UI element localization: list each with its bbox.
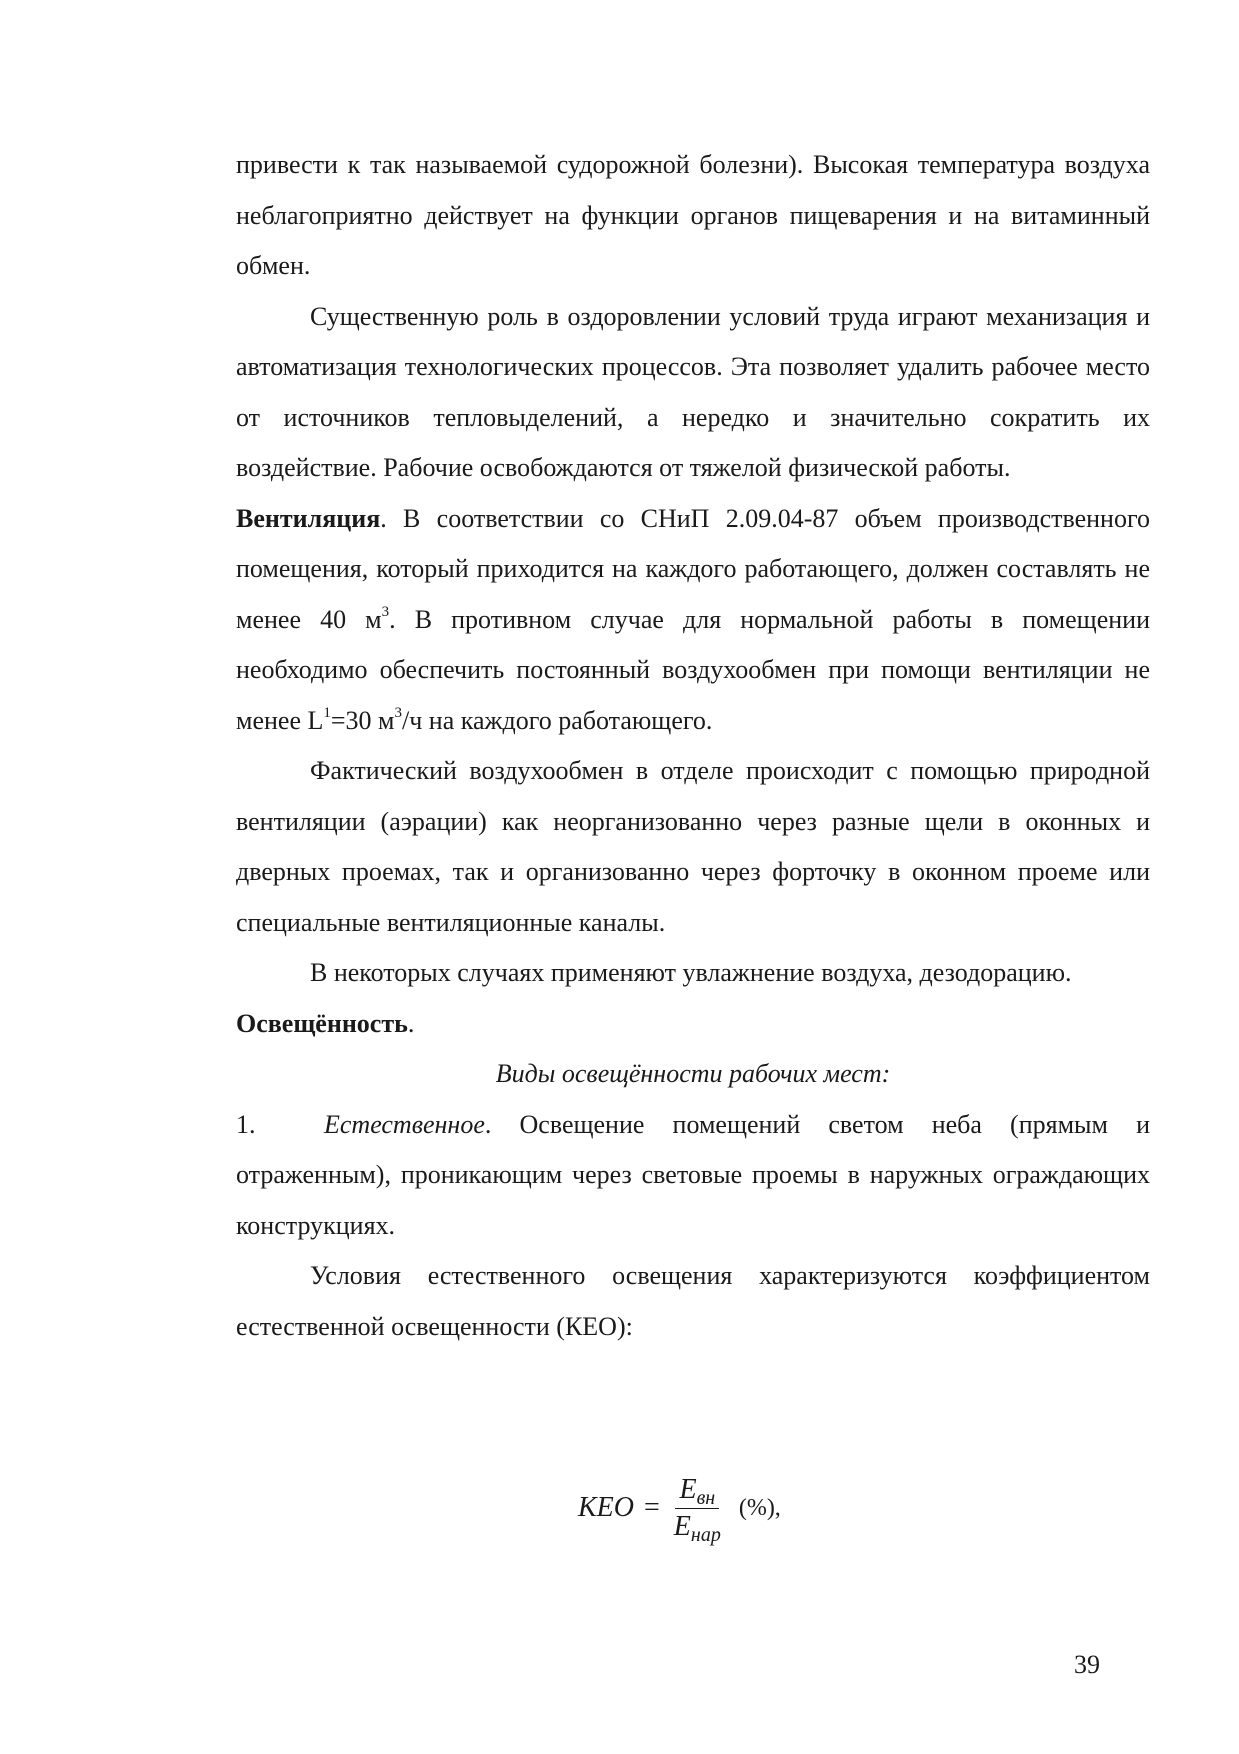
denominator-subscript: нар <box>690 1523 721 1546</box>
paragraph-humidification: В некоторых случаях применяют увлажнение воздуха, дезодорацию. <box>310 958 1072 987</box>
ventilation-text-c: =30 м <box>330 705 395 735</box>
lighting-heading: Освещённость <box>236 1008 408 1038</box>
paragraph-mechanization: Существенную роль в оздоровлении условий труда играют механизация и автоматизация технологических процессов. Эта позволяет удалить рабочее место от источников тепловыделений, а нередко и значительно сократить их воздействие. Рабочие освобождаются от тяжелой физической работы. <box>236 301 1150 482</box>
list-item-text: . Освещение помещений светом неба (прямым и отраженным), проникающим через световые проемы в наружных ограждающих конструкциях. <box>236 1109 1150 1240</box>
keo-formula <box>578 1458 781 1558</box>
paragraph-keo-intro: Условия естественного освещения характеризуются коэффициентом естественной освещенности (КЕО): <box>236 1261 1150 1341</box>
numerator-base: E <box>679 1473 697 1505</box>
ventilation-text-b: . В противном случае для нормальной работы в помещении необходимо обеспечить постоянный воздухообмен при помощи вентиляции не менее L <box>236 604 1150 735</box>
numerator-subscript: вн <box>696 1486 716 1509</box>
ventilation-sup-b: 1 <box>323 704 331 721</box>
lighting-types-subheading: Виды освещённости рабочих мест: <box>495 1059 891 1088</box>
formula-unit: (%), <box>738 1494 781 1521</box>
list-item-number: 1. <box>236 1109 256 1139</box>
denominator-base: E <box>673 1510 691 1542</box>
list-item-natural-lighting <box>236 1100 1150 1252</box>
formula-denominator <box>670 1509 725 1545</box>
formula-fraction <box>670 1472 725 1545</box>
lighting-heading-line <box>236 999 1150 1050</box>
ventilation-sup-c: 3 <box>394 704 402 721</box>
list-item-title: Естественное <box>324 1109 485 1139</box>
paragraph-air-exchange: Фактический воздухообмен в отделе происходит с помощью природной вентиляции (аэрации) как неорганизованно через разные щели в оконных и дверных проемах, так и организованно через форточку в оконном проеме или специальные вентиляционные каналы. <box>236 756 1150 937</box>
ventilation-sup-a: 3 <box>381 603 390 620</box>
ventilation-text-d: /ч на каждого работающего. <box>402 705 713 735</box>
formula-numerator <box>675 1472 719 1509</box>
paragraph-ventilation <box>236 494 1150 747</box>
formula-equals: = <box>644 1492 660 1523</box>
ventilation-text-a: . В соответствии со СНиП 2.09.04-87 объем производственного помещения, который приходится на каждого работающего, должен составлять не менее 40 м <box>236 503 1150 634</box>
page-body <box>236 140 1150 1352</box>
page-number: 39 <box>1074 1650 1100 1679</box>
paragraph-heat-effects: привести к так называемой судорожной болезни). Высокая температура воздуха неблагоприятно действует на функции органов пищеварения и на витаминный обмен. <box>236 150 1150 280</box>
lighting-heading-tail: . <box>407 1008 415 1038</box>
ventilation-heading: Вентиляция <box>236 503 381 533</box>
formula-lhs: KEO <box>578 1492 634 1523</box>
